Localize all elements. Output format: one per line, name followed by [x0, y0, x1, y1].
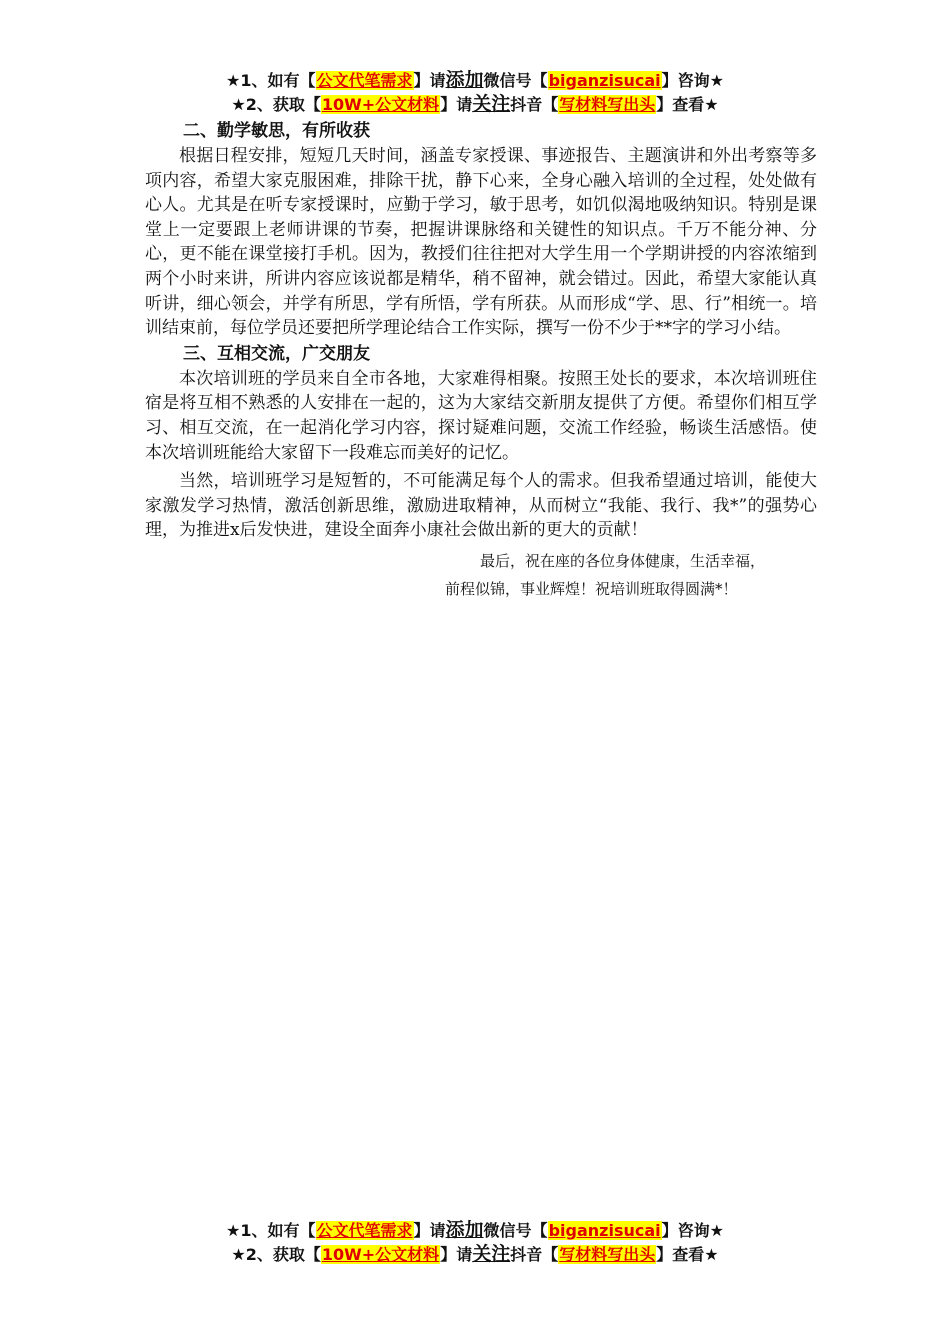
promo-text: 】请 [413, 1221, 446, 1240]
promo-text: 微信号【 [483, 1221, 548, 1240]
promo-text: 】查看★ [656, 1245, 719, 1264]
promo-text: ★2、获取【 [231, 95, 321, 114]
promo-text: 微信号【 [483, 71, 548, 90]
promo-douyin-id: 写材料写出头 [559, 95, 656, 114]
promo-line-1 [0, 1218, 950, 1242]
promo-highlight: 10W+公文材料 [321, 1245, 440, 1264]
promo-footer [0, 1218, 950, 1266]
section-heading-3: 三、互相交流，广交朋友 [183, 343, 370, 364]
promo-wechat-id: biganzisucai [548, 1221, 661, 1240]
promo-line-1 [0, 68, 950, 92]
promo-highlight: 10W+公文材料 [321, 95, 440, 114]
promo-highlight: 公文代笔需求 [316, 1221, 413, 1240]
promo-highlight: 公文代笔需求 [316, 71, 413, 90]
promo-wechat-id: biganzisucai [548, 71, 661, 90]
promo-text: 】请 [413, 71, 446, 90]
promo-line-2 [0, 1242, 950, 1266]
document-body [145, 118, 817, 603]
promo-header [0, 68, 950, 116]
promo-text: ★1、如有【 [226, 1221, 316, 1240]
promo-douyin-id: 写材料写出头 [559, 1245, 656, 1264]
closing-wishes [145, 547, 817, 603]
closing-line-2: 前程似锦，事业辉煌！祝培训班取得圆满*！ [445, 579, 738, 598]
promo-text: 】查看★ [656, 95, 719, 114]
section-paragraph-2: 根据日程安排，短短几天时间，涵盖专家授课、事迹报告、主题演讲和外出考察等多项内容，希望大家克服困难，排除干扰，静下心来，全身心融入培训的全过程，处处做有心人。尤其是在听专家授课时，应勤于学习，敏于思考，如饥似渴地吸纳知识。特别是课堂上一定要跟上老师讲课的节奏，把握讲课脉络和关键性的知识点。千万不能分神、分心，更不能在课堂接打手机。因为，教授们往往把对大学生用一个学期讲授的内容浓缩到两个小时来讲，所讲内容应该说都是精华，稍不留神，就会错过。因此，希望大家能认真听讲，细心领会，并学有所思，学有所悟，学有所获。从而形成“学、思、行”相统一。培训结束前，每位学员还要把所学理论结合工作实际，撰写一份不少于**字的学习小结。 [145, 146, 817, 339]
promo-text: ★1、如有【 [226, 71, 316, 90]
promo-text: 抖音【 [510, 1245, 559, 1264]
final-paragraph: 当然，培训班学习是短暂的，不可能满足每个人的需求。但我希望通过培训，能使大家激发学习热情，激活创新思维，激励进取精神，从而树立“我能、我行、我*”的强势心理，为推进x后发快进，建设全面奔小康社会做出新的更大的贡献！ [145, 471, 817, 541]
promo-text: ★2、获取【 [231, 1245, 321, 1264]
section-heading-2: 二、勤学敏思，有所收获 [183, 121, 370, 141]
promo-text: 】请 [440, 95, 473, 114]
promo-emphasis: 关注 [472, 1243, 511, 1265]
promo-text: 】请 [440, 1245, 473, 1264]
section-paragraph-3: 本次培训班的学员来自全市各地，大家难得相聚。按照王处长的要求，本次培训班住宿是将互相不熟悉的人安排在一起的，这为大家结交新朋友提供了方便。希望你们相互学习、相互交流，在一起消化学习内容，探讨疑难问题，交流工作经验，畅谈生活感悟。使本次培训班能给大家留下一段难忘而美好的记忆。 [145, 368, 817, 463]
promo-emphasis: 添加 [445, 1219, 484, 1241]
promo-text: 抖音【 [510, 95, 559, 114]
promo-line-2 [0, 92, 950, 116]
promo-text: 】咨询★ [661, 71, 724, 90]
promo-emphasis: 关注 [472, 93, 511, 115]
promo-text: 】咨询★ [661, 1221, 724, 1240]
closing-line-1: 最后，祝在座的各位身体健康，生活幸福， [480, 551, 766, 570]
promo-emphasis: 添加 [445, 69, 484, 91]
